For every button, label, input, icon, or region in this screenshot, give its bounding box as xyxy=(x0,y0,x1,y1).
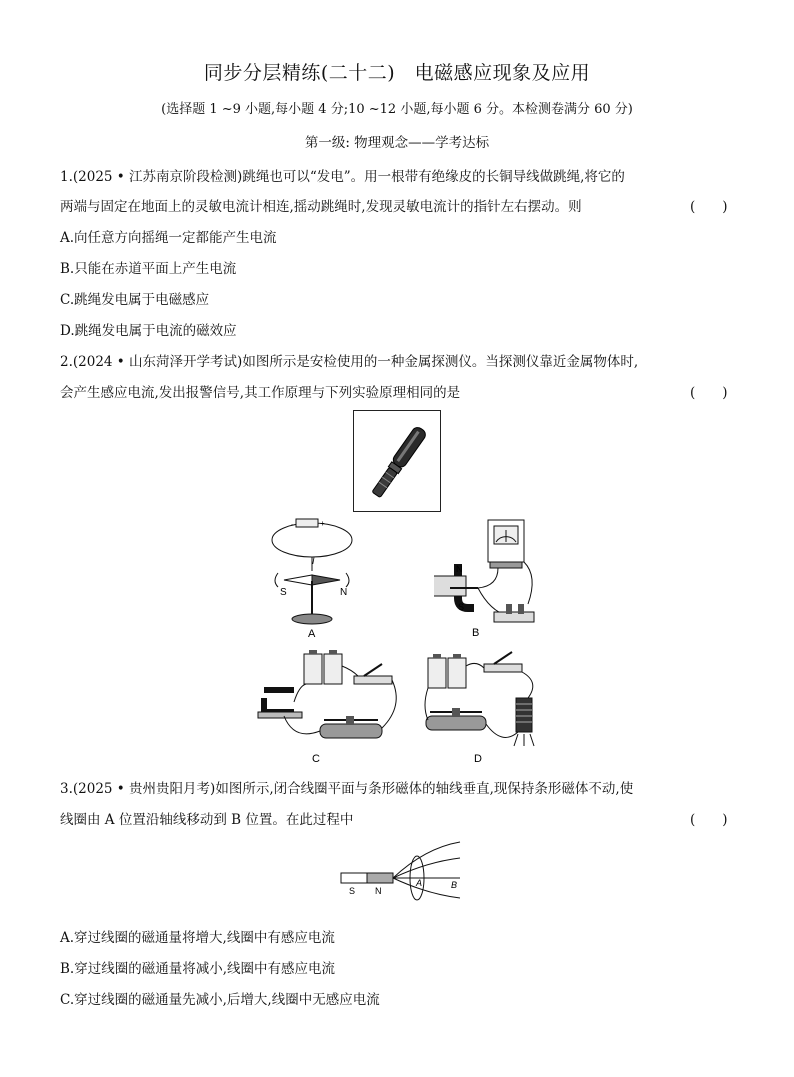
page-title: 同步分层精练(二十二) 电磁感应现象及应用 xyxy=(203,62,591,84)
label-s-q3: S xyxy=(349,886,356,896)
label-n-b: N xyxy=(456,564,463,574)
q3-option-b: B.穿过线圈的磁通量将减小,线圈中有感应电流 xyxy=(60,961,336,977)
label-current-i: I xyxy=(312,556,315,566)
label-n-a: N xyxy=(340,587,348,598)
q1-option-a: A.向任意方向摇绳一定都能产生电流 xyxy=(60,230,277,246)
label-position-b: B xyxy=(451,880,458,890)
label-b: B xyxy=(472,627,480,639)
q3-stem-line1: 3.(2025 • 贵州贵阳月考)如图所示,闭合线圈平面与条形磁体的轴线垂直,现保持条形磁体不动,使 xyxy=(60,781,634,797)
label-a: A xyxy=(308,628,316,640)
figure-magnet-coil xyxy=(335,838,465,902)
figure-d-electromagnet xyxy=(422,646,552,766)
q1-option-b: B.只能在赤道平面上产生电流 xyxy=(60,261,237,277)
level-heading: 第一级: 物理观念——学考达标 xyxy=(304,135,490,151)
label-d: D xyxy=(474,753,482,765)
label-position-a: A xyxy=(416,878,423,888)
q3-option-c: C.穿过线圈的磁通量先减小,后增大,线圈中无感应电流 xyxy=(60,992,380,1008)
figure-c-circuit xyxy=(254,646,414,766)
label-n-q3: N xyxy=(375,886,382,896)
label-c: C xyxy=(312,753,320,765)
figure-b-galvanometer xyxy=(428,516,548,640)
label-s-a: S xyxy=(280,587,287,598)
label-s-b: S xyxy=(458,602,465,612)
q1-answer-paren: ( ) xyxy=(690,199,728,215)
svg-text:+: + xyxy=(320,519,325,528)
q1-stem-line1: 1.(2025 • 江苏南京阶段检测)跳绳也可以“发电”。用一根带有绝缘皮的长铜导线做跳绳,将它的 xyxy=(60,169,625,185)
metal-detector-figure xyxy=(353,410,441,512)
q3-option-a: A.穿过线圈的磁通量将增大,线圈中有感应电流 xyxy=(60,930,335,946)
q2-answer-paren: ( ) xyxy=(690,385,728,401)
figure-a-oersted xyxy=(262,515,362,640)
q2-stem-line1: 2.(2024 • 山东菏泽开学考试)如图所示是安检使用的一种金属探测仪。当探测仪靠近金属物体时, xyxy=(60,354,639,370)
exam-note: (选择题 1 ~9 小题,每小题 4 分;10 ~12 小题,每小题 6 分。本检测卷满分 60 分) xyxy=(161,102,633,117)
q3-stem-line2: 线圈由 A 位置沿轴线移动到 B 位置。在此过程中 xyxy=(60,812,354,828)
q3-answer-paren: ( ) xyxy=(690,812,728,828)
svg-text:-: - xyxy=(291,520,294,529)
q1-stem-line2: 两端与固定在地面上的灵敏电流计相连,摇动跳绳时,发现灵敏电流计的指针左右摆动。则 xyxy=(60,199,582,215)
q2-stem-line2: 会产生感应电流,发出报警信号,其工作原理与下列实验原理相同的是 xyxy=(60,385,461,401)
q1-option-d: D.跳绳发电属于电流的磁效应 xyxy=(60,323,237,339)
q1-option-c: C.跳绳发电属于电磁感应 xyxy=(60,292,210,308)
